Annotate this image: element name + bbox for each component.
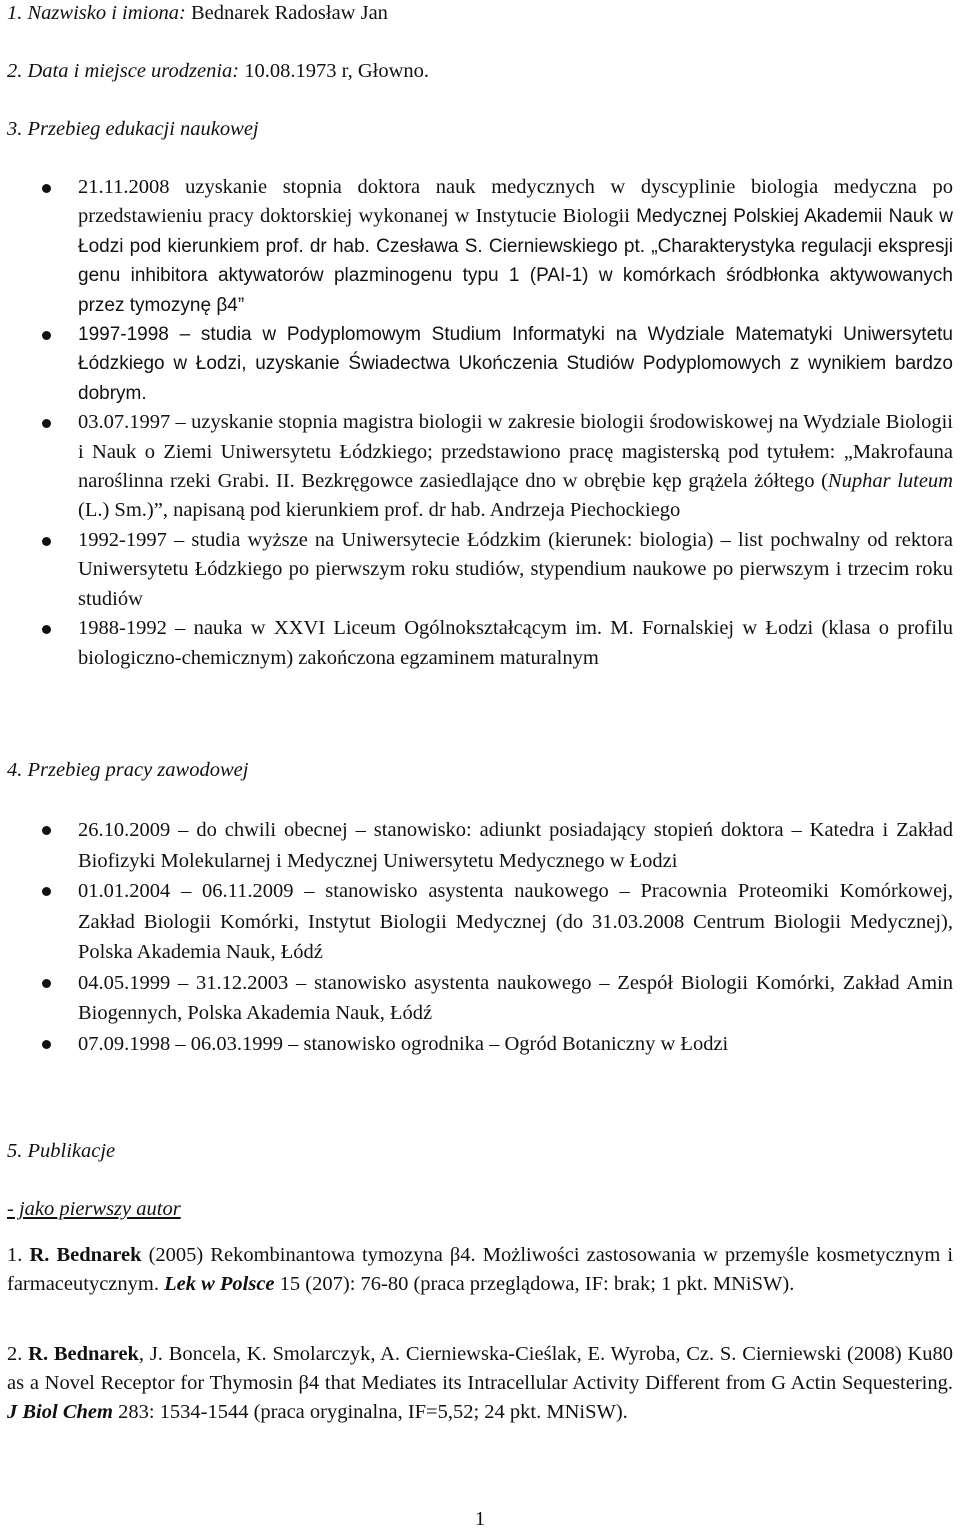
education-item-text: 1997-1998 – studia w Podyplomowym Studium Informatyki na Wydziale Matematyki Uniwersytetu Łódzkiego w Łodzi, uzyskanie Świadectwa Ukończenia Studiów Podyplomowych z wynikiem bardzo dobrym.	[78, 324, 953, 404]
education-item-text: 21.11.2008 uzyskanie stopnia doktora nauk medycznych w dyscyplinie biologia medyczna po przedstawieniu pracy doktorskiej wykonanej w Instytucie Biologii	[78, 176, 953, 228]
education-item-text-sans: Medycznej Polskiej Akademii Nauk w Łodzi pod kierunkiem prof. dr hab. Czesława S. Cierniewskiego pt. „Charakterystyka regulacji ekspresji genu inhibitora aktywatorów plazminogenu typu 1 (PAI-1) w komórkach śródbłonka aktywowanych przez tymozynę β4”	[78, 206, 954, 316]
work-list	[7, 815, 953, 1059]
species-name: Nuphar luteum	[827, 470, 953, 493]
bullet-icon	[42, 887, 51, 896]
publications-sublabel: - jako pierwszy autor	[7, 1198, 181, 1220]
section-education-heading: 3. Przebieg edukacji naukowej	[7, 118, 259, 140]
work-item	[7, 876, 953, 968]
education-item-text: 1992-1997 – studia wyższe na Uniwersytecie Łódzkim (kierunek: biologia) – list pochwalny od rektora Uniwersytetu Łódzkiego po pierwszym roku studiów, stypendium naukowe po pierwszym i trzecim roku studiów	[78, 528, 953, 610]
publication-number: 2.	[7, 1343, 23, 1365]
section-work-heading: 4. Przebieg pracy zawodowej	[7, 759, 249, 781]
section-name-value: Bednarek Radosław Jan	[190, 2, 388, 24]
education-list	[7, 173, 953, 673]
publication-text: (2005) Rekombinantowa tymozyna β4. Możliwości zastosowania w przemyśle kosmetycznym i farmaceutycznym.	[7, 1244, 954, 1295]
education-item	[7, 173, 953, 320]
bullet-icon	[42, 537, 51, 546]
publication-details: 15 (207): 76-80 (praca przeglądowa, IF: brak; 1 pkt. MNiSW).	[274, 1273, 795, 1295]
bullet-icon	[42, 625, 51, 634]
publication-author: R. Bednarek	[28, 1343, 139, 1365]
section-name-label: 1. Nazwisko i imiona:	[7, 2, 186, 24]
publication-2	[7, 1340, 953, 1427]
work-item-text: 07.09.1998 – 06.03.1999 – stanowisko ogrodnika – Ogród Botaniczny w Łodzi	[78, 1032, 729, 1055]
section-publications-heading: 5. Publikacje	[7, 1140, 116, 1162]
education-item	[7, 526, 953, 614]
work-item-text: 01.01.2004 – 06.11.2009 – stanowisko asystenta naukowego – Pracownia Proteomiki Komórkowej, Zakład Biologii Komórki, Instytut Biologii Medycznej (do 31.03.2008 Centrum Biologii Medycznej), Polska Akademia Nauk, Łódź	[78, 880, 953, 963]
section-birth-label: 2. Data i miejsce urodzenia:	[7, 60, 240, 82]
education-item-text-tail: (L.) Sm.)”, napisaną pod kierunkiem prof. dr hab. Andrzeja Piechockiego	[78, 499, 681, 522]
education-item	[7, 614, 953, 673]
education-item-text: 1988-1992 – nauka w XXVI Liceum Ogólnokształcącym im. M. Fornalskiej w Łodzi (klasa o profilu biologiczno-chemicznym) zakończona egzaminem maturalnym	[78, 617, 953, 669]
bullet-icon	[42, 184, 51, 193]
publication-1	[7, 1241, 953, 1299]
bullet-icon	[42, 979, 51, 988]
bullet-icon	[42, 331, 51, 340]
publication-author: R. Bednarek	[29, 1244, 142, 1266]
education-item-text: 03.07.1997 – uzyskanie stopnia magistra biologii w zakresie biologii środowiskowej na Wydziale Biologii i Nauk o Ziemi Uniwersytetu Łódzkiego; przedstawiono pracę magisterską pod tytułem: „Makrofauna naroślinna rzeki Grabi. II. Bezkręgowce zasiedlające dno w obrębie kęp grążela żółtego (	[78, 411, 953, 493]
page-number: 1	[474, 1508, 486, 1530]
education-item	[7, 408, 953, 526]
section-birth-value: 10.08.1973 r, Głowno.	[244, 60, 430, 82]
work-item-text: 26.10.2009 – do chwili obecnej – stanowisko: adiunkt posiadający stopień doktora – Katedra i Zakład Biofizyki Molekularnej i Medycznej Uniwersytetu Medycznego w Łodzi	[78, 819, 953, 872]
bullet-icon	[42, 1040, 51, 1049]
publication-details: 283: 1534-1544 (praca oryginalna, IF=5,52; 24 pkt. MNiSW).	[112, 1401, 628, 1423]
publication-text: , J. Boncela, K. Smolarczyk, A. Cierniewska-Cieślak, E. Wyroba, Cz. S. Cierniewski (2008) Ku80 as a Novel Receptor for Thymosin β4 that Mediates its Intracellular Activity Different from G Actin Sequestering.	[7, 1343, 954, 1394]
work-item	[7, 815, 953, 876]
section-birth	[7, 60, 429, 83]
bullet-icon	[42, 419, 51, 428]
work-item-text: 04.05.1999 – 31.12.2003 – stanowisko asystenta naukowego – Zespół Biologii Komórki, Zakład Amin Biogennych, Polska Akademia Nauk, Łódź	[78, 971, 953, 1024]
bullet-icon	[42, 826, 51, 835]
section-name	[7, 2, 388, 25]
publication-number: 1.	[7, 1244, 23, 1266]
work-item	[7, 1029, 953, 1060]
publication-journal: J Biol Chem	[7, 1401, 113, 1423]
publication-journal: Lek w Polsce	[164, 1273, 275, 1295]
education-item	[7, 320, 953, 408]
work-item	[7, 968, 953, 1029]
